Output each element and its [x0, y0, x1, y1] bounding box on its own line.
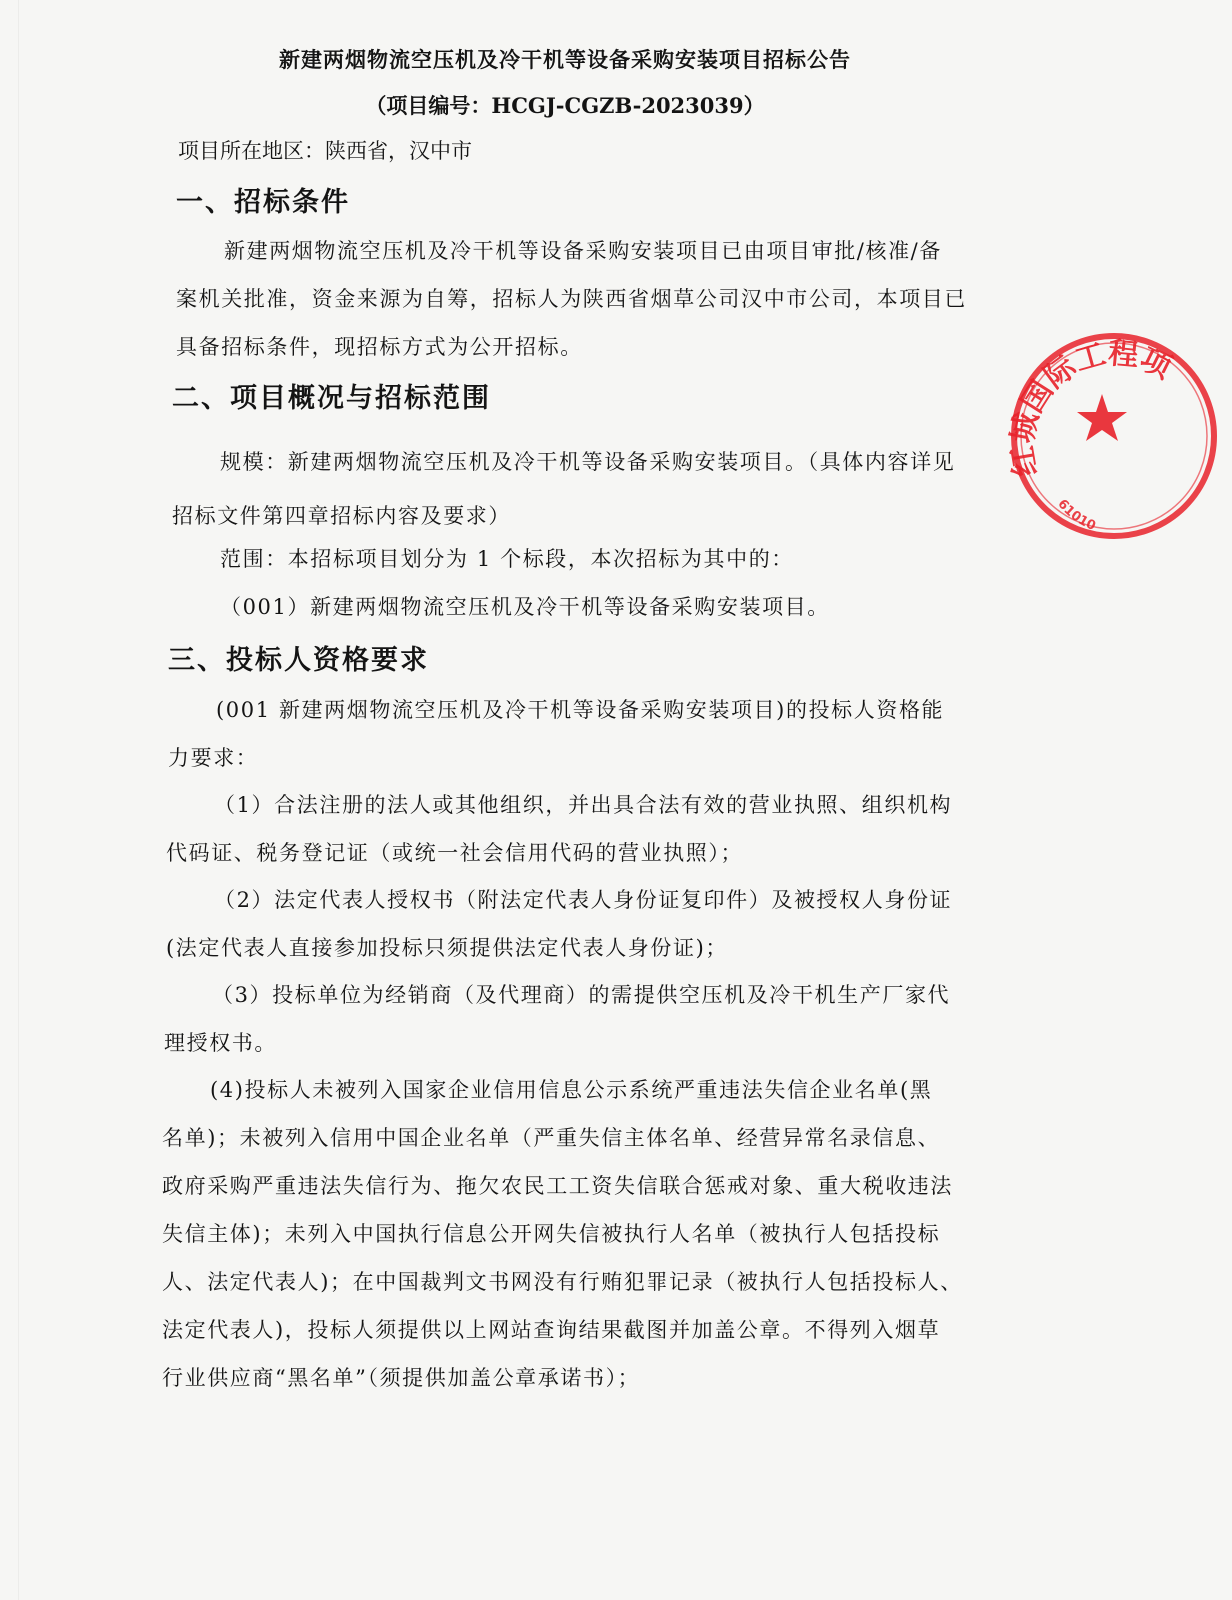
section-3-heading: 三、投标人资格要求	[168, 645, 429, 676]
scan-edge-shadow	[18, 0, 19, 1600]
section-2-scale	[172, 438, 955, 540]
item-line: （3）投标单位为经销商（及代理商）的需提供空压机及冷干机生产厂家代	[212, 983, 951, 1007]
section-1-line: 新建两烟物流空压机及冷干机等设备采购安装项目已由项目审批/核准/备	[224, 239, 942, 263]
section-1-line: 具备招标条件，现招标方式为公开招标。	[176, 335, 583, 359]
scope-line: 范围：本招标项目划分为 1 个标段，本次招标为其中的：	[220, 547, 794, 571]
item-line: （2）法定代表人授权书（附法定代表人身份证复印件）及被授权人身份证	[214, 888, 953, 912]
item-line: 人、法定代表人)；在中国裁判文书网没有行贿犯罪记录（被执行人包括投标人、	[162, 1270, 963, 1294]
item-line: (4)投标人未被列入国家企业信用信息公示系统严重违法失信企业名单(黑	[210, 1078, 933, 1102]
section-3-intro	[168, 686, 944, 782]
item-line: 失信主体)；未列入中国执行信息公开网失信被执行人名单（被执行人包括投标	[162, 1222, 941, 1246]
item-line: (法定代表人直接参加投标只须提供法定代表人身份证)；	[166, 936, 728, 960]
item-line: 理授权书。	[164, 1031, 277, 1055]
scope-line: （001）新建两烟物流空压机及冷干机等设备采购安装项目。	[220, 595, 830, 619]
section-1-body	[176, 227, 967, 371]
qualification-item-2	[166, 876, 952, 972]
company-seal	[1002, 324, 1177, 544]
seal-text: 红城国际工程项	[1005, 335, 1177, 479]
scale-line: 规模：新建两烟物流空压机及冷干机等设备采购安装项目。（具体内容详见	[220, 450, 956, 474]
intro-line: 力要求：	[168, 746, 259, 770]
item-line: 法定代表人)，投标人须提供以上网站查询结果截图并加盖公章。不得列入烟草	[162, 1318, 941, 1342]
section-1-heading: 一、招标条件	[176, 187, 350, 218]
seal-code: 61010	[1054, 496, 1098, 535]
qualification-item-3	[164, 971, 950, 1067]
intro-line: (001 新建两烟物流空压机及冷干机等设备采购安装项目)的投标人资格能	[216, 698, 945, 722]
scale-line: 招标文件第四章招标内容及要求）	[172, 504, 511, 528]
project-location: 项目所在地区：陕西省，汉中市	[178, 139, 472, 163]
svg-text:红城国际工程项	[1005, 336, 1178, 479]
section-1-line: 案机关批准，资金来源为自筹，招标人为陕西省烟草公司汉中市公司，本项目已	[176, 287, 967, 311]
item-line: （1）合法注册的法人或其他组织，并出具合法有效的营业执照、组织机构	[214, 793, 953, 817]
item-line: 政府采购严重违法失信行为、拖欠农民工工资失信联合惩戒对象、重大税收违法	[162, 1174, 953, 1198]
section-2-heading: 二、项目概况与招标范围	[172, 383, 491, 414]
item-line: 代码证、税务登记证（或统一社会信用代码的营业执照）；	[166, 841, 744, 865]
qualification-item-1	[166, 781, 952, 877]
project-code: （项目编号：HCGJ-CGZB-2023039）	[365, 93, 765, 118]
seal-stamp-icon	[1002, 324, 1232, 544]
document-title: 新建两烟物流空压机及冷干机等设备采购安装项目招标公告	[279, 47, 851, 72]
qualification-item-4	[162, 1066, 963, 1402]
item-line: 名单)；未被列入信用中国企业名单（严重失信主体名单、经营异常名录信息、	[162, 1126, 941, 1150]
section-2-scope	[172, 535, 830, 631]
item-line: 行业供应商“黑名单”（须提供加盖公章承诺书）；	[162, 1366, 641, 1390]
